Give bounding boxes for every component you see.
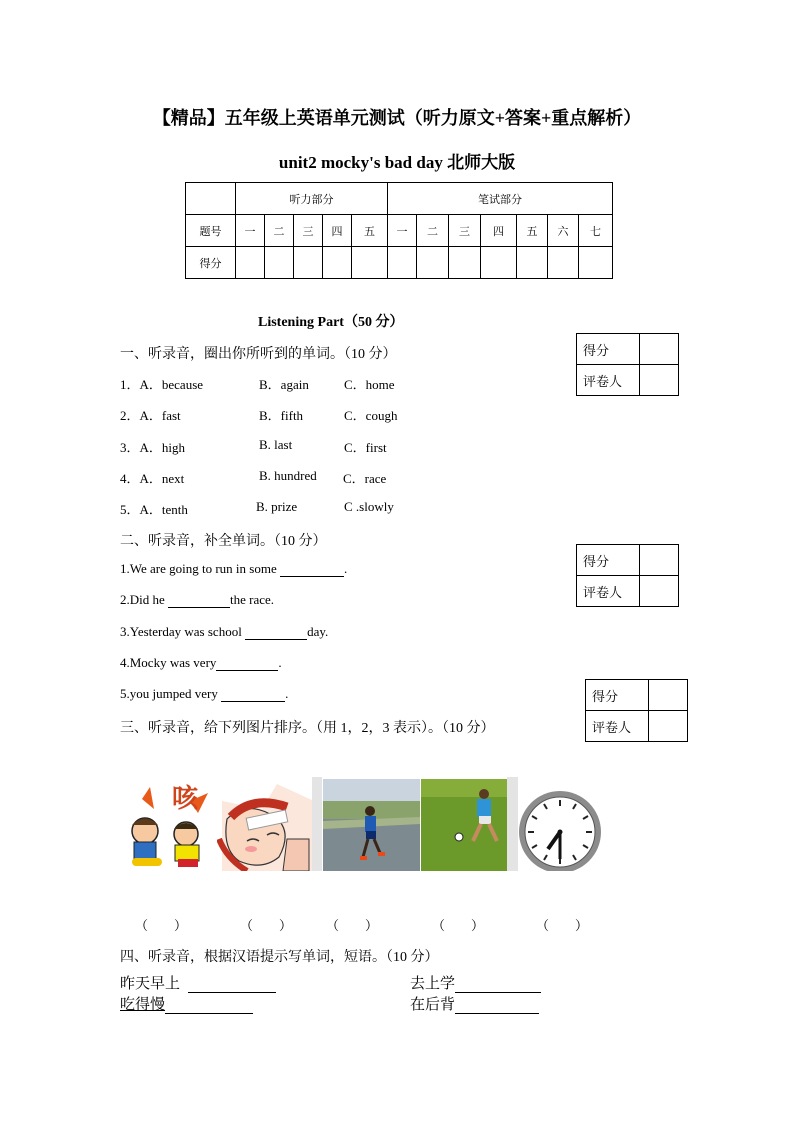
vocab-prompt: 昨天早上 <box>120 976 184 992</box>
picture-divider <box>312 777 322 871</box>
writing-label: 笔试部分 <box>388 183 613 215</box>
score-label: 得分 <box>186 247 236 279</box>
col-number: 五 <box>517 215 548 247</box>
col-number: 四 <box>323 215 352 247</box>
option-b: B. prize <box>256 499 298 514</box>
clock-icon <box>518 779 602 871</box>
answer-parenthesis[interactable]: （ ） <box>536 918 589 933</box>
answer-parenthesis[interactable]: （ ） <box>432 918 485 933</box>
answer-blank[interactable] <box>280 564 344 577</box>
fill-item: 3.Yesterday was school day. <box>120 624 329 639</box>
fill-item: 1.We are going to run in some . <box>120 561 348 576</box>
coughing-kids-picture <box>120 779 215 871</box>
vocab-item <box>120 993 253 1014</box>
option-a: 4．A．next <box>120 471 185 486</box>
answer-blank[interactable] <box>216 658 278 671</box>
score-box-grader-label: 评卷人 <box>577 365 640 396</box>
vocab-prompt: 去上学 <box>410 976 456 992</box>
col-number: 五 <box>352 215 388 247</box>
vocab-prompt: 在后背 <box>410 997 456 1013</box>
col-number: 七 <box>579 215 613 247</box>
score-box <box>576 544 679 607</box>
col-number: 四 <box>481 215 517 247</box>
score-box-score-label: 得分 <box>577 545 640 576</box>
score-table <box>185 182 613 279</box>
answer-parenthesis[interactable]: （ ） <box>326 918 379 933</box>
option-b: B．again <box>259 377 309 392</box>
col-number: 二 <box>265 215 294 247</box>
score-box-score-label: 得分 <box>586 680 649 711</box>
option-c: C．race <box>343 471 387 486</box>
page-subtitle: unit2 mocky's bad day 北师大版 <box>278 153 516 172</box>
section4-heading: 四、听录音，根据汉语提示写单词，短语。（10 分） <box>120 950 439 965</box>
option-c: C .slowly <box>344 499 394 514</box>
score-box-grader-label: 评卷人 <box>586 711 649 742</box>
section1-heading: 一、听录音，圈出你所听到的单词。（10 分） <box>120 347 397 362</box>
football-boy-picture <box>421 779 507 871</box>
vocab-item <box>410 972 541 993</box>
col-number: 一 <box>236 215 265 247</box>
answer-blank[interactable] <box>455 980 541 993</box>
option-c: C．first <box>344 440 387 455</box>
answer-parenthesis[interactable]: （ ） <box>240 918 293 933</box>
option-a: 2．A．fast <box>120 408 181 423</box>
col-number: 二 <box>417 215 449 247</box>
answer-blank[interactable] <box>455 1001 539 1014</box>
option-a: 1．A．because <box>120 377 204 392</box>
option-c: C．home <box>344 377 395 392</box>
score-box-score-label: 得分 <box>577 334 640 365</box>
picture-divider <box>507 777 518 871</box>
section3-heading: 三、听录音，给下列图片排序。（用 1，2，3 表示）。（10 分） <box>120 721 495 736</box>
fill-item-text: 5.you jumped very <box>120 686 222 701</box>
score-box-grader-label: 评卷人 <box>577 576 640 607</box>
score-box <box>585 679 688 742</box>
col-number: 三 <box>294 215 323 247</box>
listening-part-title: Listening Part（50 分） <box>258 315 404 330</box>
option-b: B．fifth <box>259 408 304 423</box>
fill-item-text: 1.We are going to run in some <box>120 561 280 576</box>
answer-blank[interactable] <box>168 595 230 608</box>
answer-blank[interactable] <box>245 627 307 640</box>
page-title: 【精品】五年级上英语单元测试（听力原文+答案+重点解析） <box>152 108 642 128</box>
vocab-prompt: 吃得慢 <box>120 997 166 1013</box>
sick-child-picture <box>217 779 314 871</box>
answer-blank[interactable] <box>221 689 285 702</box>
vocab-item <box>410 993 539 1014</box>
fill-item-text: 2.Did he <box>120 592 169 607</box>
fill-item: 2.Did he the race. <box>120 592 275 607</box>
col-number: 一 <box>388 215 417 247</box>
col-number: 三 <box>449 215 481 247</box>
vocab-item <box>120 972 276 993</box>
number-label: 题号 <box>186 215 236 247</box>
section2-heading: 二、听录音，补全单词。（10 分） <box>120 534 327 549</box>
score-box <box>576 333 679 396</box>
running-boy-picture <box>323 779 420 871</box>
option-b: B. last <box>259 437 293 452</box>
fill-item: 5.you jumped very . <box>120 686 289 701</box>
option-c: C．cough <box>344 408 398 423</box>
option-a: 5．A．tenth <box>120 502 188 517</box>
cough-text: 咳 <box>172 784 199 814</box>
answer-parenthesis[interactable]: （ ） <box>135 918 188 933</box>
option-a: 3．A．high <box>120 440 186 455</box>
listening-label: 听力部分 <box>236 183 388 215</box>
col-number: 六 <box>548 215 579 247</box>
answer-blank[interactable] <box>165 1001 253 1014</box>
option-b: B. hundred <box>259 468 317 483</box>
fill-item-text: 4.Mocky was very <box>120 655 217 670</box>
fill-item: 4.Mocky was very . <box>120 655 282 670</box>
answer-blank[interactable] <box>188 980 276 993</box>
fill-item-text: 3.Yesterday was school <box>120 624 246 639</box>
